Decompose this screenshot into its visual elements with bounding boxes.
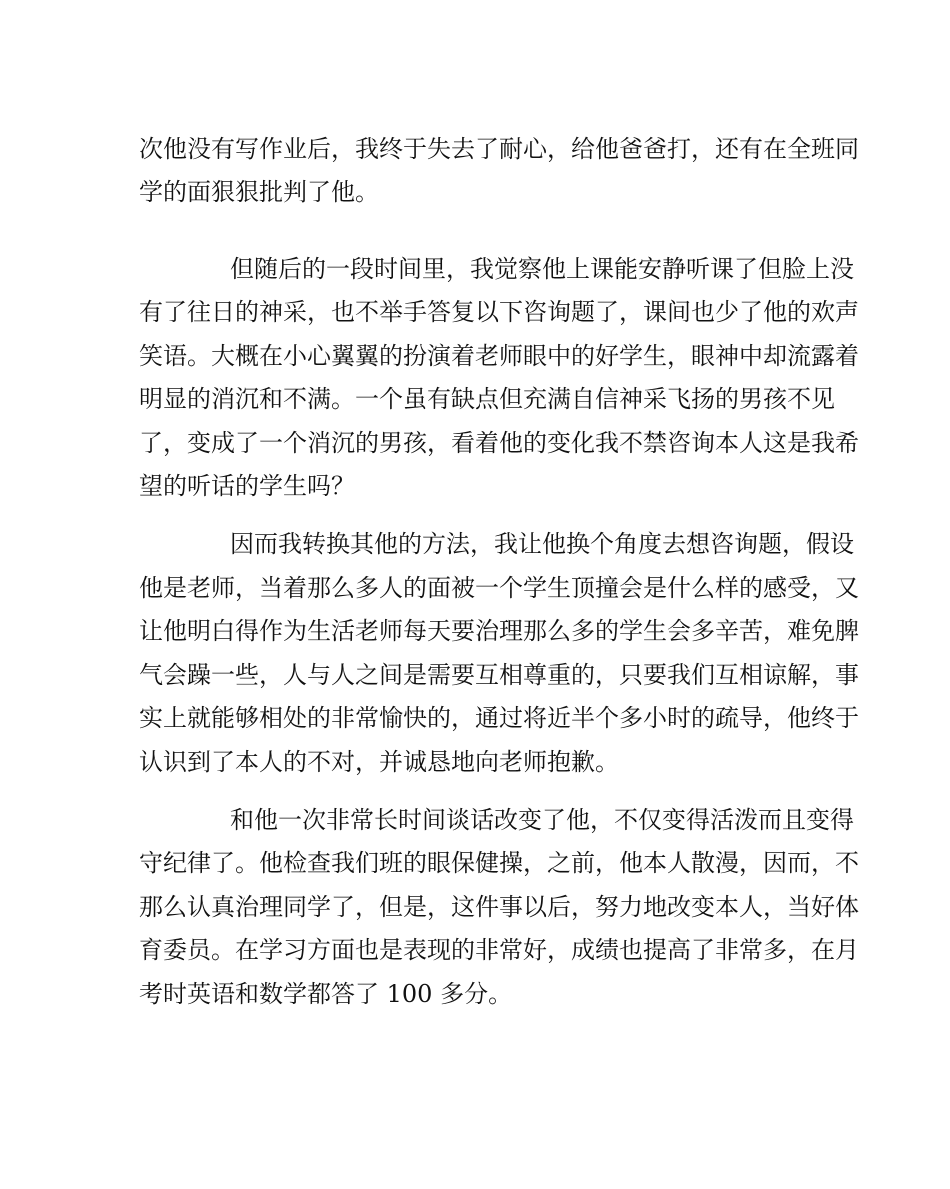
text-line: 次他没有写作业后，我终于失去了耐心，给他爸爸打，还有在全班同 [139, 135, 859, 163]
paragraph-first-line: 因而我转换其他的方法，我让他换个角度去想咨询题，假设 [230, 530, 854, 558]
paragraph-first-line: 但随后的一段时间里，我觉察他上课能安静听课了但脸上没 [230, 255, 854, 283]
text-line: 了，变成了一个消沉的男孩，看着他的变化我不禁咨询本人这是我希 [139, 429, 859, 457]
text-line: 气会躁一些，人与人之间是需要互相尊重的，只要我们互相谅解，事 [139, 661, 859, 689]
text-line: 认识到了本人的不对，并诚恳地向老师抱歉。 [139, 748, 619, 776]
text-line: 学的面狠狠批判了他。 [139, 178, 379, 206]
text-line: 有了往日的神采，也不举手答复以下咨询题了，课间也少了他的欢声 [139, 298, 859, 326]
text-line: 那么认真治理同学了，但是，这件事以后，努力地改变本人，当好体 [139, 893, 859, 921]
text-line: 考时英语和数学都答了 100 多分。 [139, 980, 513, 1008]
text-line: 守纪律了。他检查我们班的眼保健操，之前，他本人散漫，因而，不 [139, 849, 859, 877]
paragraph-first-line: 和他一次非常长时间谈话改变了他，不仅变得活泼而且变得 [230, 806, 854, 834]
text-line: 他是老师，当着那么多人的面被一个学生顶撞会是什么样的感受，又 [139, 574, 859, 602]
text-line: 育委员。在学习方面也是表现的非常好，成绩也提高了非常多，在月 [139, 936, 859, 964]
text-line: 笑语。大概在小心翼翼的扮演着老师眼中的好学生，眼神中却流露着 [139, 342, 859, 370]
text-line: 实上就能够相处的非常愉快的，通过将近半个多小时的疏导，他终于 [139, 704, 859, 732]
text-line: 望的听话的学生吗？ [139, 472, 355, 500]
text-line: 让他明白得作为生活老师每天要治理那么多的学生会多辛苦，难免脾 [139, 617, 859, 645]
text-line: 明显的消沉和不满。一个虽有缺点但充满自信神采飞扬的男孩不见 [139, 385, 835, 413]
